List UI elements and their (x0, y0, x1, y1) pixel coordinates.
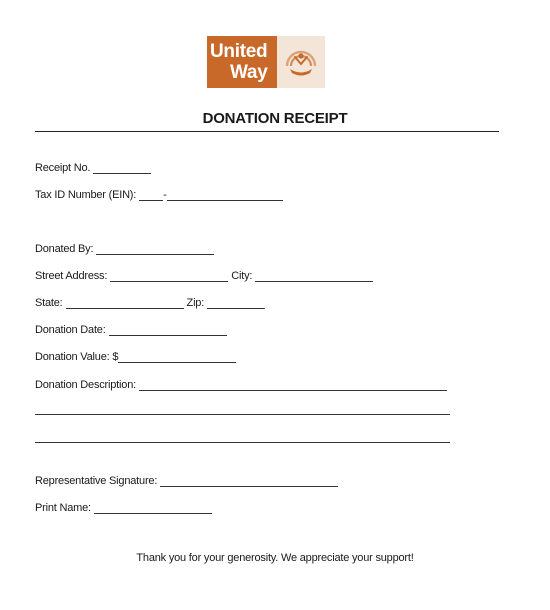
print-name-field (35, 500, 212, 514)
receipt-no-field (35, 160, 151, 174)
tax-id-separator: - (163, 189, 167, 201)
donation-value-field (35, 349, 236, 363)
street-address-field (35, 268, 373, 282)
rep-signature-field (35, 473, 338, 487)
street-address-blank[interactable] (110, 271, 228, 282)
city-label: City: (231, 270, 253, 282)
donation-description-field (35, 377, 447, 391)
state-blank[interactable] (66, 298, 184, 309)
tax-id-label: Tax ID Number (EIN): (35, 189, 137, 201)
document-title: DONATION RECEIPT (202, 110, 348, 127)
state-label: State: (35, 297, 63, 309)
receipt-no-blank[interactable] (93, 163, 151, 174)
zip-label: Zip: (186, 297, 205, 309)
logo-line-2: Way (230, 62, 268, 83)
tax-id-number-blank[interactable] (167, 190, 283, 201)
logo-line-1: United (210, 41, 268, 62)
donation-description-label: Donation Description: (35, 379, 136, 391)
street-address-label: Street Address: (35, 270, 108, 282)
zip-blank[interactable] (207, 298, 265, 309)
description-line-2[interactable] (35, 414, 450, 415)
tax-id-field (35, 187, 283, 201)
donation-value-blank[interactable] (118, 352, 236, 363)
description-line-3[interactable] (35, 442, 450, 443)
united-way-logo (207, 36, 325, 88)
donation-description-blank[interactable] (139, 380, 447, 391)
donated-by-blank[interactable] (96, 244, 214, 255)
hand-person-rainbow-icon (277, 36, 325, 88)
donated-by-field (35, 241, 214, 255)
receipt-no-label: Receipt No. (35, 162, 91, 174)
tax-id-prefix-blank[interactable] (139, 190, 163, 201)
print-name-blank[interactable] (94, 503, 212, 514)
donated-by-label: Donated By: (35, 243, 94, 255)
donation-date-blank[interactable] (109, 325, 227, 336)
print-name-label: Print Name: (35, 502, 91, 514)
donation-date-field (35, 322, 227, 336)
donation-date-label: Donation Date: (35, 324, 106, 336)
rep-signature-label: Representative Signature: (35, 475, 158, 487)
thank-you-footer: Thank you for your generosity. We appreciate your support! (136, 552, 414, 564)
city-blank[interactable] (255, 271, 373, 282)
donation-value-label: Donation Value: $ (35, 351, 119, 363)
state-zip-field (35, 295, 265, 309)
logo-wordmark (207, 36, 277, 88)
title-divider (35, 131, 499, 132)
rep-signature-blank[interactable] (160, 476, 338, 487)
